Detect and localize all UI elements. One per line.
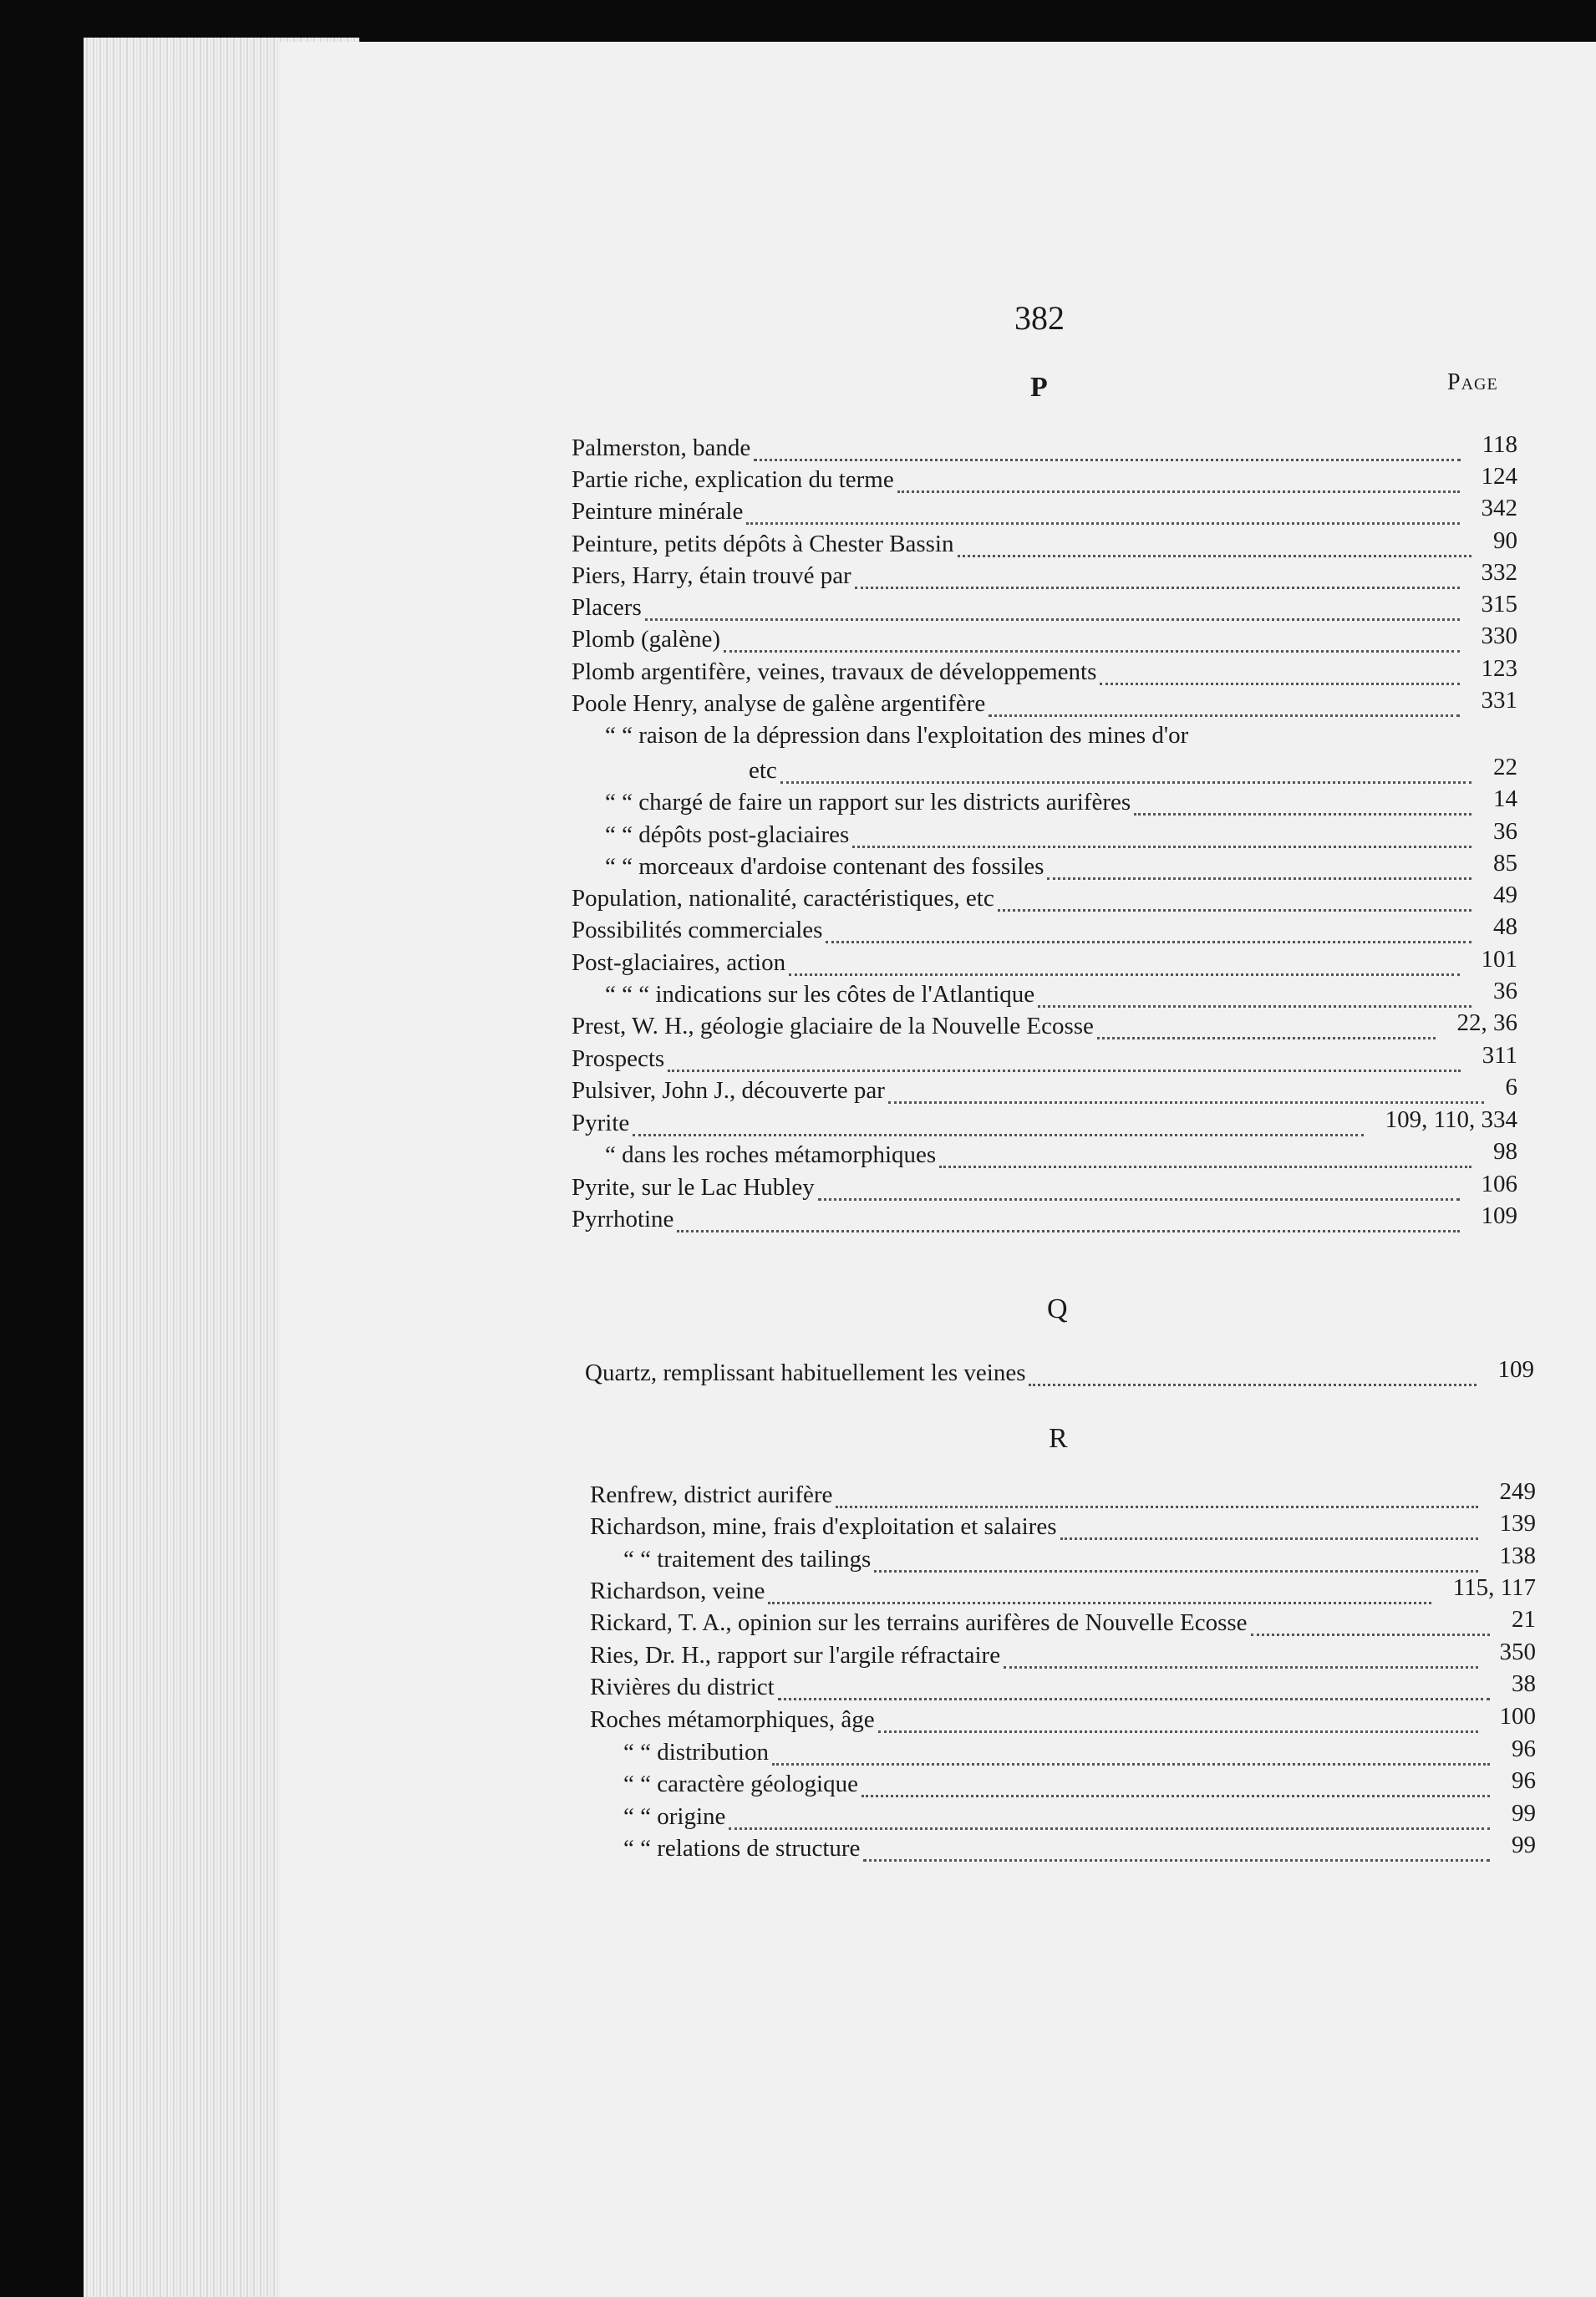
index-entry [590, 1703, 1536, 1740]
index-entry [623, 1832, 1536, 1868]
index-entry [623, 1735, 1536, 1772]
index-entry [605, 785, 1517, 822]
entry-label: “ “ “ indications sur les côtes de l'Atlantique [605, 981, 1035, 1008]
entry-page-number: 22, 36 [1456, 1009, 1517, 1036]
dot-leader [1097, 1037, 1436, 1039]
index-entry [590, 1478, 1536, 1515]
dot-leader [778, 1698, 1490, 1700]
entry-label: “ “ origine [623, 1803, 726, 1830]
entry-page-number: 139 [1499, 1510, 1536, 1537]
entry-page-number: 249 [1499, 1478, 1536, 1505]
index-entry [605, 1138, 1517, 1175]
dot-leader [1134, 813, 1471, 816]
index-entry [572, 463, 1517, 500]
dot-leader [863, 1859, 1490, 1862]
entry-page-number: 123 [1481, 655, 1517, 682]
index-entry [605, 818, 1517, 855]
dot-leader [789, 973, 1459, 976]
entry-label: Post-glaciaires, action [572, 949, 786, 976]
dot-leader [1047, 877, 1471, 880]
index-entry [572, 1202, 1517, 1239]
entry-label: “ dans les roches métamorphiques [605, 1141, 937, 1168]
section-letter: Q [1047, 1293, 1068, 1324]
entry-label: Rickard, T. A., opinion sur les terrains aurifères de Nouvelle Ecosse [590, 1609, 1248, 1636]
dot-leader [852, 846, 1471, 848]
index-entry [572, 1042, 1517, 1079]
entry-label: Prospects [572, 1045, 665, 1072]
entry-page-number: 332 [1481, 559, 1517, 586]
entry-label: Pyrite [572, 1110, 630, 1136]
entry-page-number: 109 [1497, 1356, 1534, 1383]
entry-page-number: 36 [1493, 978, 1517, 1004]
dot-leader [939, 1166, 1471, 1168]
dot-leader [724, 650, 1460, 653]
entry-page-number: 124 [1481, 463, 1517, 490]
entry-page-number: 21 [1512, 1606, 1536, 1633]
entry-page-number: 342 [1481, 495, 1517, 521]
dot-leader [878, 1730, 1478, 1733]
entry-label: Pulsiver, John J., découverte par [572, 1077, 885, 1104]
entry-label: Ries, Dr. H., rapport sur l'argile réfractaire [590, 1642, 1001, 1669]
entry-page-number: 38 [1512, 1670, 1536, 1697]
index-entry [572, 687, 1517, 724]
entry-page-number: 6 [1505, 1074, 1517, 1100]
dot-leader [989, 714, 1459, 717]
entry-label: Roches métamorphiques, âge [590, 1706, 875, 1733]
entry-label: Plomb argentifère, veines, travaux de développements [572, 658, 1097, 685]
dot-leader [772, 1763, 1490, 1766]
entry-label: Prest, W. H., géologie glaciaire de la Nouvelle Ecosse [572, 1013, 1094, 1039]
entry-page-number: 14 [1493, 785, 1517, 812]
index-entry [572, 623, 1517, 659]
entry-page-number: 109 [1481, 1202, 1517, 1229]
dot-leader [855, 587, 1460, 589]
entry-label: Partie riche, explication du terme [572, 466, 894, 493]
index-entry [623, 1800, 1536, 1837]
entry-label: “ “ raison de la dépression dans l'exploitation des mines d'or [605, 722, 1189, 749]
dot-leader [754, 459, 1460, 461]
index-entry [749, 754, 1517, 790]
index-entry [572, 527, 1517, 564]
dot-leader [826, 941, 1471, 943]
entry-label: etc [749, 757, 777, 784]
index-entry [590, 1606, 1536, 1643]
entry-page-number: 99 [1512, 1800, 1536, 1827]
entry-label: Plomb (galène) [572, 626, 720, 653]
entry-page-number: 100 [1499, 1703, 1536, 1730]
index-entry [572, 946, 1517, 983]
index-entry [572, 591, 1517, 628]
dot-leader [645, 618, 1460, 621]
entry-page-number: 331 [1481, 687, 1517, 714]
index-entry [590, 1510, 1536, 1547]
entry-page-number: 36 [1493, 818, 1517, 845]
index-entry [572, 1074, 1517, 1110]
entry-label: “ “ chargé de faire un rapport sur les districts aurifères [605, 789, 1131, 816]
entry-page-number: 115, 117 [1452, 1574, 1536, 1601]
entry-page-number: 350 [1499, 1639, 1536, 1665]
entry-page-number: 96 [1512, 1767, 1536, 1794]
dot-leader [897, 490, 1460, 493]
entry-page-number: 138 [1499, 1542, 1536, 1569]
entry-label: “ “ morceaux d'ardoise contenant des fossiles [605, 853, 1045, 880]
entry-page-number: 315 [1481, 591, 1517, 617]
entry-label: “ “ relations de structure [623, 1835, 861, 1862]
entry-label: Peinture minérale [572, 498, 744, 525]
index-entry [572, 1171, 1517, 1207]
dot-leader [998, 909, 1471, 912]
dot-leader [729, 1827, 1490, 1830]
index-entry [590, 1670, 1536, 1707]
dot-leader [1060, 1537, 1478, 1540]
dot-leader [836, 1506, 1477, 1508]
entry-label: Palmerston, bande [572, 434, 751, 461]
entry-page-number: 311 [1482, 1042, 1517, 1069]
index-entry [572, 655, 1517, 692]
index-entry [585, 1356, 1534, 1393]
index-entry [572, 559, 1517, 596]
index-entry [572, 495, 1517, 531]
entry-page-number: 109, 110, 334 [1385, 1106, 1517, 1133]
entry-page-number: 101 [1481, 946, 1517, 973]
entry-label: “ “ dépôts post-glaciaires [605, 821, 850, 848]
entry-page-number: 98 [1493, 1138, 1517, 1165]
index-entry [623, 1542, 1536, 1579]
index-entry [605, 978, 1517, 1014]
dot-leader [633, 1134, 1363, 1136]
entry-label: “ “ traitement des tailings [623, 1546, 872, 1573]
index-entry [572, 1009, 1517, 1046]
dot-leader [1004, 1666, 1477, 1669]
entry-page-number: 96 [1512, 1735, 1536, 1762]
dot-leader [1100, 683, 1459, 685]
entry-page-number: 85 [1493, 850, 1517, 877]
entry-label: Richardson, veine [590, 1578, 765, 1604]
dot-leader [818, 1198, 1460, 1201]
entry-page-number: 330 [1481, 623, 1517, 649]
section-letter: R [1049, 1423, 1068, 1454]
page-number: 382 [1014, 299, 1065, 337]
entry-page-number: 48 [1493, 913, 1517, 940]
section-letter: P [1030, 372, 1048, 403]
dot-leader [1029, 1384, 1476, 1386]
entry-label: Piers, Harry, étain trouvé par [572, 562, 851, 589]
entry-page-number: 118 [1482, 431, 1517, 458]
entry-label: Richardson, mine, frais d'exploitation et salaires [590, 1513, 1057, 1540]
entry-label: Quartz, remplissant habituellement les veines [585, 1359, 1026, 1386]
entry-label: Pyrite, sur le Lac Hubley [572, 1174, 815, 1201]
dot-leader [768, 1602, 1431, 1604]
entry-page-number: 90 [1493, 527, 1517, 554]
dot-leader [862, 1795, 1490, 1797]
index-entry [572, 882, 1517, 918]
dot-leader [1251, 1634, 1490, 1636]
entry-label: Placers [572, 594, 642, 621]
index-entry [590, 1574, 1536, 1611]
entry-label: Peinture, petits dépôts à Chester Bassin [572, 531, 954, 557]
index-entry [572, 913, 1517, 950]
index-entry [572, 431, 1517, 468]
entry-page-number: 99 [1512, 1832, 1536, 1858]
dot-leader [958, 555, 1472, 557]
index-entry [623, 1767, 1536, 1804]
dot-leader [874, 1570, 1477, 1573]
index-entry [590, 1639, 1536, 1675]
index-entry [572, 1106, 1517, 1143]
entry-page-number: 106 [1481, 1171, 1517, 1197]
page-column-header: Page [1447, 369, 1498, 395]
entry-label: Possibilités commerciales [572, 917, 823, 943]
dot-leader [746, 522, 1459, 525]
entry-label: Rivières du district [590, 1674, 775, 1700]
entry-label: Population, nationalité, caractéristiques, etc [572, 885, 994, 912]
dot-leader [888, 1101, 1484, 1104]
entry-label: Pyrrhotine [572, 1206, 674, 1232]
entry-label: Renfrew, district aurifère [590, 1481, 833, 1508]
entry-page-number: 49 [1493, 882, 1517, 908]
dot-leader [780, 781, 1471, 784]
index-entry [605, 722, 1517, 755]
index-entry [605, 850, 1517, 887]
dot-leader [677, 1230, 1459, 1232]
entry-label: “ “ distribution [623, 1739, 769, 1766]
dot-leader [1038, 1005, 1471, 1008]
dot-leader [668, 1070, 1460, 1072]
entry-label: “ “ caractère géologique [623, 1771, 858, 1797]
entry-label: Poole Henry, analyse de galène argentifère [572, 690, 986, 717]
entry-page-number: 22 [1493, 754, 1517, 780]
